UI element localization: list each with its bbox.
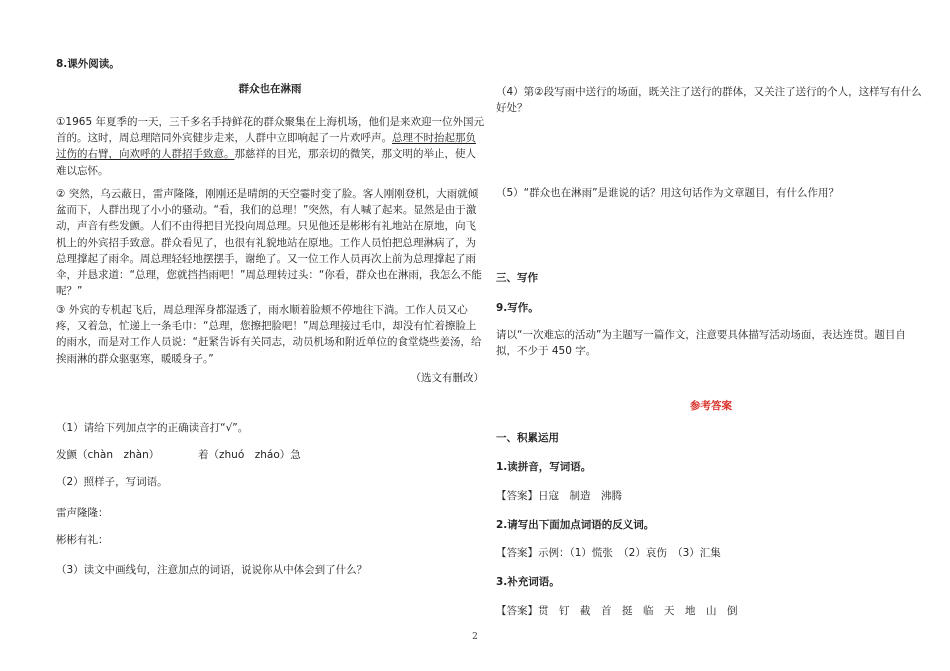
question-1-item-1: 发颤（chàn zhàn） — [56, 449, 160, 461]
answer-3-title: 3.补充词语。 — [496, 576, 560, 588]
question-3: （3）读文中画线句，注意加点的词语，说说你从中体会到了什么？ — [56, 564, 368, 576]
answer-2: 【答案】示例：（1）慌张 （2）哀伤 （3）汇集 — [496, 547, 721, 559]
answer-2-title: 2.请写出下面加点词语的反义词。 — [496, 519, 655, 531]
underlined-sentence: 总理不时抬起那负过伤的右臂，向欢呼的人群招手致意。 — [56, 132, 476, 161]
part-1-heading: 一、积累运用 — [496, 432, 559, 444]
article-title: 群众也在淋雨 — [238, 83, 302, 95]
question-1-item-2: 着（zhuó zháo）急 — [198, 449, 301, 461]
question-5: （5）“群众也在淋雨”是谁说的话？用这句话作为文章题目，有什么作用？ — [496, 187, 840, 199]
question-4: （4）第②段写雨中送行的场面，既关注了送行的群体，又关注了送行的个人，这样写有什么好处？ — [496, 86, 922, 115]
paragraph-3: ③ 外宾的专机起飞后，周总理浑身都湿透了，雨水顺着脸颊不停地往下淌。工作人员又心疼，又着急，忙递上一条毛巾：“总理，您擦把脸吧！”周总理接过毛巾，却没有忙着擦脸上的雨水，而是对工作人员说：“赶紧告诉有关同志，动员机场和附近单位的食堂烧些姜汤，给挨雨淋的群众驱驱寒，暖暖身子。” — [56, 304, 482, 365]
paragraph-1-text: ①1965 年夏季的一天，三千多名手持鲜花的群众聚集在上海机场，他们是来欢迎一位外国元首的。这时，周总理陪同外宾健步走来，人群中立即响起了一片欢呼声。 — [56, 116, 484, 145]
question-9-text: 请以“一次难忘的活动”为主题写一篇作文，注意要具体描写活动场面，表达连贯。题目自拟，不少于 450 字。 — [496, 329, 906, 358]
source-note: （选文有删改） — [410, 372, 484, 384]
paragraph-2: ② 突然，乌云蔽日，雷声隆隆，刚刚还是晴朗的天空霎时变了脸。客人刚刚登机，大雨就倾盆而下，人群出现了小小的骚动。“看，我们的总理！”突然，有人喊了起来。显然是由于激动，声音有些发颤。人们不由得把目光投向周总理。只见他还是彬彬有礼地站在原地，向飞机上的外宾招手致意。群众看见了，也很有礼貌地站在原地。工作人员怕把总理淋病了，为总理撑起了雨伞。周总理轻轻地摆摆手，谢绝了。又一位工作人员再次上前为总理撑起了雨伞，并恳求道：“总理，您就挡挡雨吧！”周总理转过头：“你看，群众也在淋雨，我怎么不能呢？” — [56, 188, 482, 298]
answer-3: 【答案】贯 钉 截 首 挺 临 天 地 山 倒 — [496, 605, 738, 617]
paragraph-1-tail: 那慈祥的目光，那亲切的微笑，那文明的举止，使人难以忘怀。 — [56, 148, 476, 177]
question-2: （2）照样子，写词语。 — [56, 476, 168, 488]
answer-1-title: 1.读拼音，写词语。 — [496, 461, 592, 473]
question-1: （1）请给下列加点字的正确读音打“√”。 — [56, 422, 249, 434]
page-number: 2 — [472, 632, 478, 642]
answers-title: 参考答案 — [690, 400, 732, 412]
question-2-item-2: 彬彬有礼： — [56, 534, 109, 546]
part-3-heading: 三、写作 — [496, 272, 538, 284]
question-2-item-1: 雷声隆隆： — [56, 507, 109, 519]
paragraph-1 — [56, 114, 484, 179]
answer-1: 【答案】日寇 制造 沸腾 — [496, 490, 622, 502]
section-heading: 8.课外阅读。 — [56, 58, 120, 70]
question-9-heading: 9.写作。 — [496, 302, 539, 314]
